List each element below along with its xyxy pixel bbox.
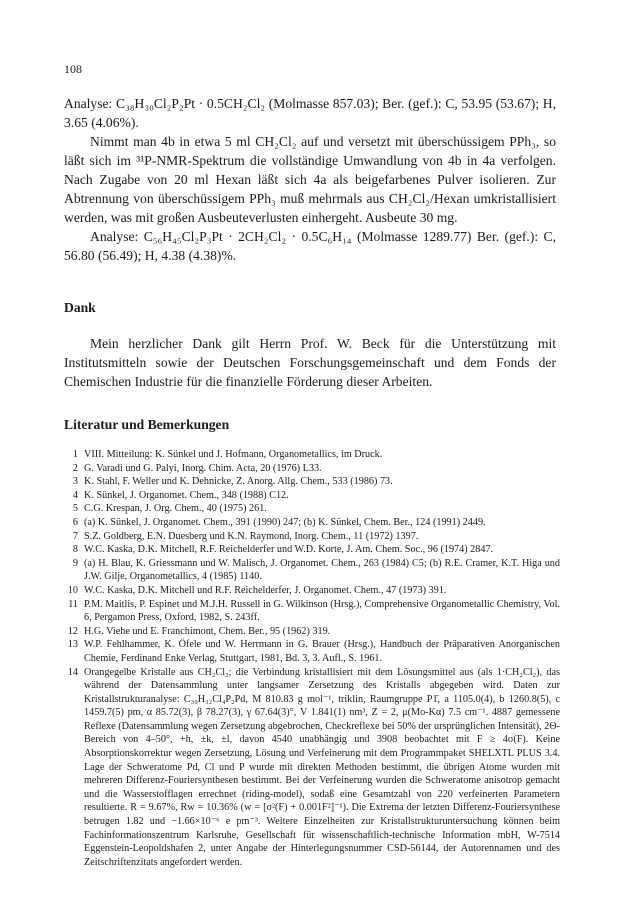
reference-number: 13 xyxy=(67,639,78,651)
reference-item xyxy=(64,557,560,584)
reference-number: 4 xyxy=(72,489,78,501)
reference-number: 12 xyxy=(67,625,78,637)
reference-number: 11 xyxy=(68,598,78,610)
reference-item xyxy=(64,475,560,489)
reference-number: 8 xyxy=(72,544,78,556)
reference-number: 9 xyxy=(72,557,78,569)
reference-text: Orangegelbe Kristalle aus CH₂Cl₂; die Verbindung kristallisiert mit dem Lösungsmittel aus (als 1·CH₂Cl₂), das während der Datensammlung unter langsamer Zersetzung des Kristalls abgegeben wird. Daten zur Kristallstrukturanalyse: C₃₉H₃₂Cl₄P₂Pd, M 810.83 g mol⁻¹, triklin, Raumgruppe P1̄, a 1105.0(4), b 1260.8(5), c 1459.7(5) pm, α 85.72(3), β 78.27(3), γ 67.64(3)°, V 1.841(1) nm³, Z = 2, μ(Mo-Kα) 7.5 cm⁻¹. 4887 gemessene Reflexe (Datensammlung wegen Zersetzung abgebrochen, Checkreflexe bei 50% der ursprünglichen Intensität), 2Θ-Bereich von 4–50°, +h, ±k, ±l, davon 4540 unabhängig und 3908 beobachtet mit F ≥ 4σ(F). Keine Absorptionskorrektur wegen Zersetzung, Lösung und Verfeinerung mit dem Programmpaket SHELXTL PLUS 3.4. Lage der Schweratome Pd, Cl und P wurde mit direkten Methoden bestimmt, die übrigen Atome wurden mit mehreren Differenz-Fouriersynthesen bestimmt. Bei der Verfeinerung wurden die Schweratome anisotrop gemacht und die Wasserstofflagen errechnet (riding-model), sodaß eine Gesamtzahl von 220 verfeinerten Parametern resultierte. R = 9.67%, Rw = 10.36% (w = [σ²(F) + 0.001F²]⁻¹). Die Extrema der letzten Differenz-Fouriersynthese betrugen 1.82 und −1.66×10⁻⁶ e pm⁻³. Weitere Einzelheiten zur Kristallstrukturuntersuchung können beim Fachinformationszentrum Karlsruhe, Gesellschaft für wissenschaftlich-technische Information mbH, W-7514 Eggenstein-Leopoldshafen 2, unter Angabe der Hinterlegungsnummer CSD-56144, der Autorennamen und des Zeitschriftenzitats angefordert werden. xyxy=(84,666,560,868)
reference-text: W.C. Kaska, D.K. Mitchell und R.F. Reichelderfer, J. Organomet. Chem., 47 (1973) 391. xyxy=(84,584,447,596)
reference-list xyxy=(64,448,560,869)
reference-item xyxy=(64,666,560,870)
reference-number: 1 xyxy=(72,449,78,460)
reference-text: K. Stahl, F. Weller und K. Dehnicke, Z. Anorg. Allg. Chem., 533 (1986) 73. xyxy=(84,476,393,488)
reference-item xyxy=(64,462,560,476)
heading-literatur: Literatur und Bemerkungen xyxy=(64,417,230,432)
reference-item xyxy=(64,448,560,462)
experimental-text xyxy=(64,94,556,265)
analysis-paragraph-1: Analyse: C₃₈H₃₀Cl₂P₂Pt · 0.5CH₂Cl₂ (Molmasse 857.03); Ber. (gef.): C, 53.95 (53.67); H, 3.65 (4.06%). xyxy=(64,96,556,130)
reference-number: 10 xyxy=(67,584,78,596)
reference-number: 14 xyxy=(67,666,78,678)
reference-text: H.G. Viehe und E. Franchimont, Chem. Ber., 95 (1962) 319. xyxy=(84,625,331,637)
reference-item xyxy=(64,530,560,544)
reference-text: (a) K. Sünkel, J. Organomet. Chem., 391 (1990) 247; (b) K. Sünkel, Chem. Ber., 124 (1991) 2449. xyxy=(84,516,486,528)
reference-item xyxy=(64,638,560,665)
reference-number: 7 xyxy=(72,530,78,542)
heading-dank: Dank xyxy=(64,300,96,315)
reference-number: 5 xyxy=(72,503,78,515)
reference-number: 2 xyxy=(72,462,78,474)
reference-text: VIII. Mitteilung: K. Sünkel und J. Hofmann, Organometallics, im Druck. xyxy=(84,449,383,460)
reference-item xyxy=(64,516,560,530)
reference-text: W.C. Kaska, D.K. Mitchell, R.F. Reichelderfer und W.D. Korte, J. Am. Chem. Soc., 96 (1974) 2847. xyxy=(84,544,494,556)
page-number: 108 xyxy=(64,62,82,76)
procedure-paragraph: Nimmt man 4b in etwa 5 ml CH₂Cl₂ auf und versetzt mit überschüssigem PPh₃, so läßt sich im ³¹P-NMR-Spektrum die vollständige Umwandlung von 4b in 4a verfolgen. Nach Zugabe von 20 ml Hexan läßt sich 4a als beigefarbenes Pulver isolieren. Zur Abtrennung von überschüssigem PPh₃ muß mehrmals aus CH₂Cl₂/Hexan umkristallisiert werden, was mit großen Ausbeuteverlusten einhergeht. Ausbeute 30 mg. xyxy=(64,134,556,225)
acknowledgement-text xyxy=(64,334,556,391)
reference-item xyxy=(64,598,560,625)
reference-item xyxy=(64,489,560,503)
reference-text: (a) H. Blau, K. Griessmann und W. Malisch, J. Organomet. Chem., 263 (1984) C5; (b) R.E. Cramer, K.T. Higa und J.W. Gilje, Organometallics, 4 (1985) 1140. xyxy=(84,557,560,583)
reference-text: G. Varadi und G. Palyi, Inorg. Chim. Acta, 20 (1976) L33. xyxy=(84,462,322,474)
reference-item xyxy=(64,502,560,516)
reference-item xyxy=(64,625,560,639)
reference-text: W.P. Fehlhammer, K. Öfele und W. Herrmann in G. Brauer (Hrsg.), Handbuch der Präparativen Anorganischen Chemie, Ferdinand Enke Verlag, Stuttgart, 1981, Bd. 3, 3. Aufl., S. 1961. xyxy=(84,639,560,664)
reference-text: C.G. Krespan, J. Org. Chem., 40 (1975) 261. xyxy=(84,503,267,515)
reference-number: 3 xyxy=(72,476,78,488)
analysis-paragraph-2: Analyse: C₅₆H₄₅Cl₂P₃Pt · 2CH₂Cl₂ · 0.5C₆H₁₄ (Molmasse 1289.77) Ber. (gef.): C, 56.80 (56.49); H, 4.38 (4.38)%. xyxy=(64,229,556,263)
acknowledgement-paragraph: Mein herzlicher Dank gilt Herrn Prof. W. Beck für die Unterstützung mit Institutsmitteln sowie der Deutschen Forschungsgemeinschaft und dem Fonds der Chemischen Industrie für die finanzielle Förderung dieser Arbeiten. xyxy=(64,336,556,389)
reference-text: K. Sünkel, J. Organomet. Chem., 348 (1988) C12. xyxy=(84,489,289,501)
reference-item xyxy=(64,584,560,598)
reference-number: 6 xyxy=(72,516,78,528)
reference-text: P.M. Maitlis, P. Espinet und M.J.H. Russell in G. Wilkinson (Hrsg.), Comprehensive Organometallic Chemistry, Vol. 6, Pergamon Press, Oxford, 1982, S. 243ff. xyxy=(84,598,560,624)
reference-item xyxy=(64,543,560,557)
reference-text: S.Z. Goldberg, E.N. Duesberg und K.N. Raymond, Inorg. Chem., 11 (1972) 1397. xyxy=(84,530,419,542)
